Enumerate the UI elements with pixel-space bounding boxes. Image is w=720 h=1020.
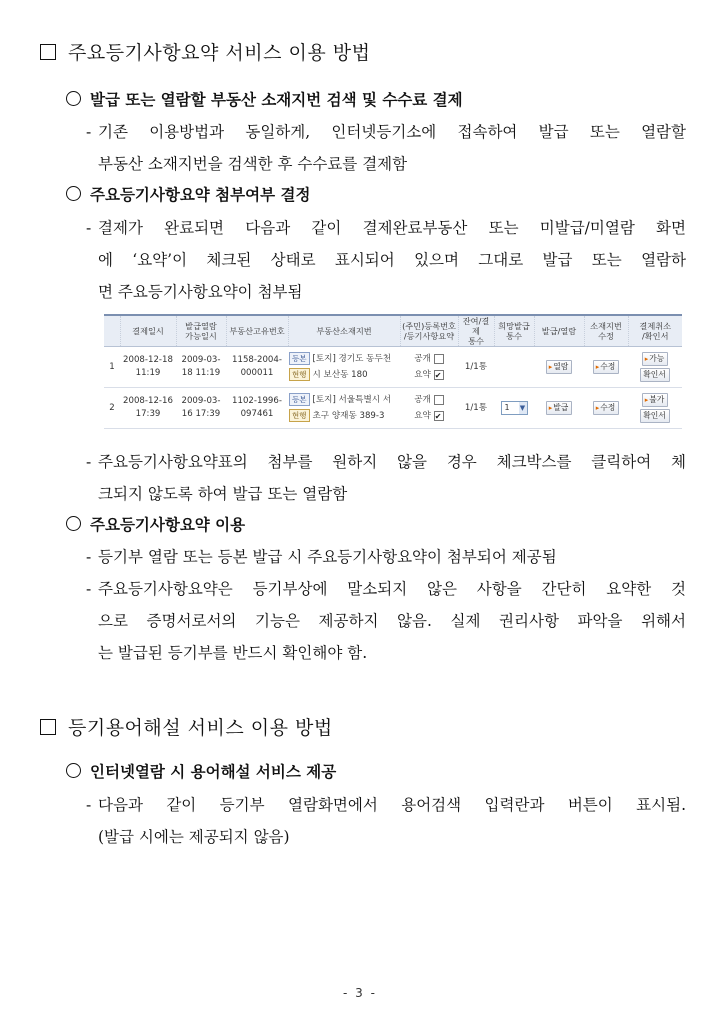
page-number: - 3 - <box>343 986 377 1000</box>
cancel-cell <box>628 347 682 388</box>
action-cell <box>534 388 584 429</box>
cancel-status-button[interactable]: ▸불가 <box>642 393 669 407</box>
desired-count <box>494 347 534 388</box>
section-title: 등기용어해설 서비스 이용 방법 <box>40 713 333 740</box>
payment-datetime: 2008-12-18 11:19 <box>120 347 176 388</box>
circle-bullet-icon <box>66 186 81 201</box>
disclose-checkbox[interactable] <box>434 354 444 364</box>
text-line: 크되지 않도록 하여 발급 또는 열람함 <box>98 485 348 503</box>
paragraph <box>86 789 686 853</box>
text-line: 는 발급된 등기부를 반드시 확인해야 함. <box>98 644 368 662</box>
section-title: 주요등기사항요약 서비스 이용 방법 <box>40 38 370 65</box>
payment-datetime: 2008-12-16 17:39 <box>120 388 176 429</box>
disclose-checkbox[interactable] <box>434 395 444 405</box>
table-header-row <box>104 316 682 347</box>
text-line: 에 ‘요약’이 체크된 상태로 표시되어 있으며 그대로 발급 또는 열람하 <box>98 251 686 269</box>
current-tag: 현행 <box>289 409 310 422</box>
subsection-title: 발급 또는 열람할 부동산 소재지번 검색 및 수수료 결제 <box>66 88 463 110</box>
text-line: 으로 증명서로서의 기능은 제공하지 않음. 실제 권리사항 파악을 위해서 <box>98 612 686 630</box>
square-bullet-icon <box>40 44 56 60</box>
text-line: - 기존 이용방법과 동일하게, 인터넷등기소에 접속하여 발급 또는 열람할 <box>86 123 686 141</box>
property-id: 1158-2004- 000011 <box>226 347 288 388</box>
column-header: (주민)등록번호 /등기사항요약 <box>400 316 458 347</box>
column-header: 결제취소 /확인서 <box>628 316 682 347</box>
paragraph <box>86 212 686 308</box>
row-number: 2 <box>104 388 120 429</box>
property-address: 등본 [토지] 경기도 동두천 현행 시 보산동 180 <box>288 347 400 388</box>
cancel-status-button[interactable]: ▸가능 <box>642 352 669 366</box>
available-datetime: 2009-03- 18 11:19 <box>176 347 226 388</box>
certificate-tag: 등본 <box>289 352 310 365</box>
remaining-count: 1/1통 <box>458 388 494 429</box>
text-line: 부동산 소재지번을 검색한 후 수수료를 결제함 <box>98 155 408 173</box>
receipt-button[interactable]: 확인서 <box>640 409 670 423</box>
square-bullet-icon <box>40 719 56 735</box>
column-header <box>104 316 120 347</box>
column-header: 부동산소재지번 <box>288 316 400 347</box>
text-line: - 주요등기사항요약표의 첨부를 원하지 않을 경우 체크박스를 클릭하여 체 <box>86 453 686 471</box>
circle-bullet-icon <box>66 763 81 778</box>
edit-cell <box>584 347 628 388</box>
text-line: - 주요등기사항요약은 등기부상에 말소되지 않은 사항을 간단히 요약한 것 <box>86 580 686 598</box>
circle-bullet-icon <box>66 91 81 106</box>
paragraph <box>86 446 686 510</box>
desired-count <box>494 388 534 429</box>
cancel-cell <box>628 388 682 429</box>
edit-address-button[interactable]: ▸수정 <box>593 401 620 415</box>
column-header: 부동산고유번호 <box>226 316 288 347</box>
subsection-title: 주요등기사항요약 첨부여부 결정 <box>66 183 310 205</box>
available-datetime: 2009-03- 16 17:39 <box>176 388 226 429</box>
summary-checkbox[interactable] <box>434 411 444 421</box>
certificate-tag: 등본 <box>289 393 310 406</box>
paragraph <box>86 541 686 669</box>
table-row <box>104 388 682 429</box>
table-row <box>104 347 682 388</box>
text-line: - 등기부 열람 또는 등본 발급 시 주요등기사항요약이 첨부되어 제공됨 <box>86 548 557 566</box>
text-line: - 결제가 완료되면 다음과 같이 결제완료부동산 또는 미발급/미열람 화면 <box>86 219 686 237</box>
registration-options: 공개 요약✔ <box>400 347 458 388</box>
summary-checkbox[interactable] <box>434 370 444 380</box>
property-id: 1102-1996- 097461 <box>226 388 288 429</box>
row-number: 1 <box>104 347 120 388</box>
payment-completed-table <box>104 314 682 424</box>
issue-button[interactable]: ▸발급 <box>546 401 573 415</box>
column-header: 결제일시 <box>120 316 176 347</box>
view-button[interactable]: ▸열람 <box>546 360 573 374</box>
column-header: 희망발급 통수 <box>494 316 534 347</box>
column-header: 발급/열람 <box>534 316 584 347</box>
subsection-title: 인터넷열람 시 용어해설 서비스 제공 <box>66 760 336 782</box>
text-line: - 다음과 같이 등기부 열람화면에서 용어검색 입력란과 버튼이 표시됨. <box>86 796 686 814</box>
current-tag: 현행 <box>289 368 310 381</box>
column-header: 잔여/결제 통수 <box>458 316 494 347</box>
column-header: 소재지번 수정 <box>584 316 628 347</box>
registration-options: 공개 요약✔ <box>400 388 458 429</box>
text-line: (발급 시에는 제공되지 않음) <box>98 828 290 846</box>
remaining-count: 1/1통 <box>458 347 494 388</box>
receipt-button[interactable]: 확인서 <box>640 368 670 382</box>
chevron-down-icon: ▼ <box>519 404 526 412</box>
column-header: 발급열람 가능일시 <box>176 316 226 347</box>
subsection-title: 주요등기사항요약 이용 <box>66 513 245 535</box>
edit-cell <box>584 388 628 429</box>
action-cell <box>534 347 584 388</box>
paragraph <box>86 116 686 180</box>
circle-bullet-icon <box>66 516 81 531</box>
copies-select[interactable]: 1 ▼ <box>501 401 528 415</box>
edit-address-button[interactable]: ▸수정 <box>593 360 620 374</box>
text-line: 면 주요등기사항요약이 첨부됨 <box>98 283 303 301</box>
property-address: 등본 [토지] 서울특별시 서 현행 초구 양재동 389-3 <box>288 388 400 429</box>
